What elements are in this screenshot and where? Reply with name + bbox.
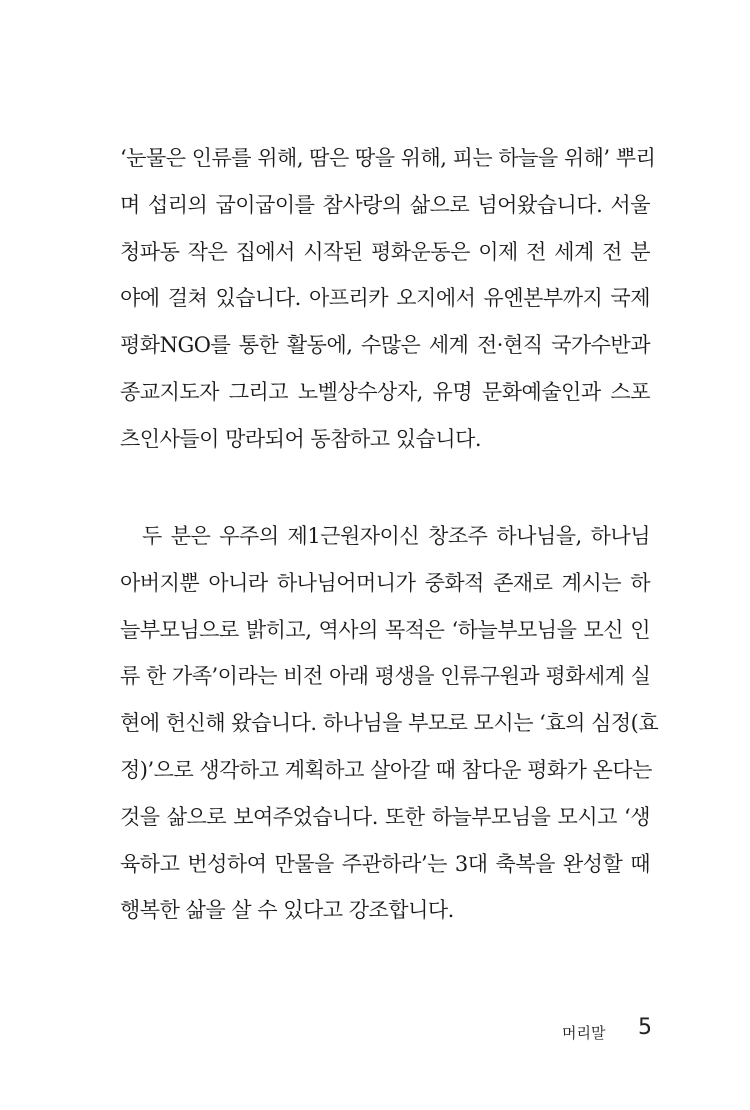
text-line: 현에 헌신해 왔습니다. 하나님을 부모로 모시는 ‘효의 심정(효 (120, 711, 659, 736)
paragraph-2 (120, 513, 659, 934)
text-line: 아버지뿐 아니라 하나님어머니가 중화적 존재로 계시는 하 (120, 570, 650, 595)
text-line: 평화NGO를 통한 활동에, 수많은 세계 전·현직 국가수반과 (120, 333, 650, 358)
page-number: 5 (638, 1015, 652, 1040)
paragraph-1 (120, 135, 656, 463)
text-line: 츠인사들이 망라되어 동참하고 있습니다. (120, 426, 482, 451)
text-line: 며 섭리의 굽이굽이를 참사랑의 삶으로 넘어왔습니다. 서울 (120, 192, 650, 217)
text-line: 정)’으로 생각하고 계획하고 살아갈 때 참다운 평화가 온다는 (120, 757, 652, 782)
text-line: 것을 삶으로 보여주었습니다. 또한 하늘부모님을 모시고 ‘생 (120, 804, 650, 829)
text-line: ‘눈물은 인류를 위해, 땀은 땅을 위해, 피는 하늘을 위해’ 뿌리 (120, 146, 656, 170)
text-line: 늘부모님으로 밝히고, 역사의 목적은 ‘하늘부모님을 모신 인 (120, 617, 650, 642)
text-line: 육하고 번성하여 만물을 주관하라’는 3대 축복을 완성할 때 (120, 851, 650, 876)
text-line: 두 분은 우주의 제1근원자이신 창조주 하나님을, 하나님 (142, 524, 650, 548)
text-line: 종교지도자 그리고 노벨상수상자, 유명 문화예술인과 스포 (120, 379, 650, 404)
text-line: 청파동 작은 집에서 시작된 평화운동은 이제 전 세계 전 분 (120, 239, 650, 264)
text-line: 야에 걸쳐 있습니다. 아프리카 오지에서 유엔본부까지 국제 (120, 286, 650, 311)
running-footer-section: 머리말 (562, 1024, 606, 1042)
text-line: 류 한 가족’이라는 비전 아래 평생을 인류구원과 평화세계 실 (120, 664, 651, 689)
text-line: 행복한 삶을 살 수 있다고 강조합니다. (120, 898, 454, 923)
